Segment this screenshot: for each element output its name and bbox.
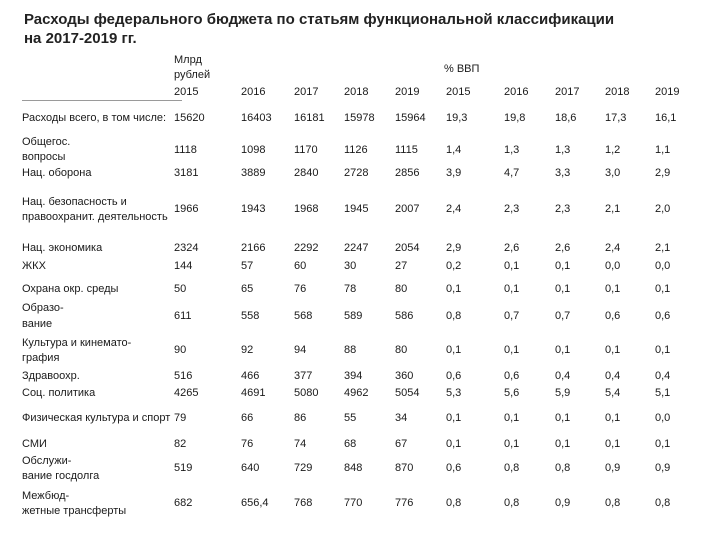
cell-r14-c9: 0,8 bbox=[655, 497, 671, 509]
cell-r3-c0: 1966 bbox=[174, 203, 199, 215]
cell-r4-c2: 2292 bbox=[294, 242, 319, 254]
cell-r7-c9: 0,6 bbox=[655, 310, 671, 322]
cell-r10-c6: 5,6 bbox=[504, 387, 520, 399]
cell-r1-c5: 1,4 bbox=[446, 144, 462, 156]
cell-r11-c8: 0,1 bbox=[605, 412, 621, 424]
cell-r11-c6: 0,1 bbox=[504, 412, 520, 424]
column-header-4: 2019 bbox=[395, 86, 420, 98]
cell-r11-c2: 86 bbox=[294, 412, 307, 424]
cell-r12-c4: 67 bbox=[395, 438, 408, 450]
cell-r6-c0: 50 bbox=[174, 283, 187, 295]
column-header-3: 2018 bbox=[344, 86, 369, 98]
cell-r0-c7: 18,6 bbox=[555, 112, 577, 124]
cell-r6-c7: 0,1 bbox=[555, 283, 571, 295]
cell-r4-c0: 2324 bbox=[174, 242, 199, 254]
cell-r8-c9: 0,1 bbox=[655, 344, 671, 356]
cell-r6-c4: 80 bbox=[395, 283, 408, 295]
row-label-5-line-0: ЖКХ bbox=[22, 260, 46, 272]
pct-gdp-label: % ВВП bbox=[444, 63, 480, 75]
cell-r4-c9: 2,1 bbox=[655, 242, 671, 254]
cell-r4-c5: 2,9 bbox=[446, 242, 462, 254]
cell-r8-c4: 80 bbox=[395, 344, 408, 356]
cell-r14-c5: 0,8 bbox=[446, 497, 462, 509]
cell-r0-c5: 19,3 bbox=[446, 112, 468, 124]
cell-r10-c8: 5,4 bbox=[605, 387, 621, 399]
row-label-1-line-1: вопросы bbox=[22, 151, 66, 163]
cell-r2-c3: 2728 bbox=[344, 167, 369, 179]
cell-r0-c8: 17,3 bbox=[605, 112, 627, 124]
cell-r12-c2: 74 bbox=[294, 438, 307, 450]
cell-r2-c4: 2856 bbox=[395, 167, 420, 179]
cell-r2-c0: 3181 bbox=[174, 167, 199, 179]
cell-r9-c4: 360 bbox=[395, 370, 414, 382]
cell-r2-c6: 4,7 bbox=[504, 167, 520, 179]
cell-r3-c7: 2,3 bbox=[555, 203, 571, 215]
cell-r1-c3: 1126 bbox=[344, 144, 368, 156]
cell-r7-c5: 0,8 bbox=[446, 310, 462, 322]
cell-r9-c5: 0,6 bbox=[446, 370, 462, 382]
cell-r13-c7: 0,8 bbox=[555, 462, 571, 474]
cell-r11-c0: 79 bbox=[174, 412, 187, 424]
cell-r9-c9: 0,4 bbox=[655, 370, 671, 382]
cell-r14-c8: 0,8 bbox=[605, 497, 621, 509]
cell-r8-c6: 0,1 bbox=[504, 344, 520, 356]
column-header-9: 2019 bbox=[655, 86, 680, 98]
unit-label-line-2: рублей bbox=[174, 69, 211, 81]
cell-r12-c8: 0,1 bbox=[605, 438, 621, 450]
cell-r3-c8: 2,1 bbox=[605, 203, 621, 215]
cell-r9-c7: 0,4 bbox=[555, 370, 571, 382]
row-label-14-line-0: Межбюд- bbox=[22, 490, 70, 502]
cell-r4-c8: 2,4 bbox=[605, 242, 621, 254]
cell-r12-c5: 0,1 bbox=[446, 438, 462, 450]
cell-r8-c5: 0,1 bbox=[446, 344, 462, 356]
cell-r0-c6: 19,8 bbox=[504, 112, 526, 124]
title-line-2: на 2017-2019 гг. bbox=[24, 30, 137, 47]
cell-r5-c1: 57 bbox=[241, 260, 254, 272]
cell-r10-c9: 5,1 bbox=[655, 387, 671, 399]
row-label-12-line-0: СМИ bbox=[22, 438, 47, 450]
cell-r13-c5: 0,6 bbox=[446, 462, 462, 474]
cell-r14-c6: 0,8 bbox=[504, 497, 520, 509]
cell-r3-c5: 2,4 bbox=[446, 203, 462, 215]
column-header-6: 2016 bbox=[504, 86, 529, 98]
column-header-7: 2017 bbox=[555, 86, 580, 98]
cell-r12-c7: 0,1 bbox=[555, 438, 571, 450]
row-label-1-line-0: Общегос. bbox=[22, 136, 71, 148]
cell-r10-c3: 4962 bbox=[344, 387, 369, 399]
cell-r12-c9: 0,1 bbox=[655, 438, 671, 450]
cell-r7-c6: 0,7 bbox=[504, 310, 520, 322]
unit-label-line-1: Млрд bbox=[174, 54, 202, 66]
row-label-14-line-1: жетные трансферты bbox=[22, 505, 127, 517]
row-label-8-line-1: графия bbox=[22, 352, 60, 364]
cell-r8-c7: 0,1 bbox=[555, 344, 571, 356]
cell-r11-c1: 66 bbox=[241, 412, 254, 424]
cell-r5-c8: 0,0 bbox=[605, 260, 621, 272]
cell-r6-c5: 0,1 bbox=[446, 283, 462, 295]
cell-r1-c6: 1,3 bbox=[504, 144, 520, 156]
cell-r4-c3: 2247 bbox=[344, 242, 369, 254]
cell-r9-c6: 0,6 bbox=[504, 370, 520, 382]
cell-r13-c2: 729 bbox=[294, 462, 313, 474]
cell-r5-c5: 0,2 bbox=[446, 260, 462, 272]
cell-r14-c0: 682 bbox=[174, 497, 193, 509]
cell-r12-c1: 76 bbox=[241, 438, 254, 450]
cell-r13-c4: 870 bbox=[395, 462, 414, 474]
cell-r2-c7: 3,3 bbox=[555, 167, 571, 179]
column-header-1: 2016 bbox=[241, 86, 266, 98]
cell-r14-c7: 0,9 bbox=[555, 497, 571, 509]
row-label-8-line-0: Культура и кинемато- bbox=[22, 337, 132, 349]
cell-r8-c8: 0,1 bbox=[605, 344, 621, 356]
cell-r5-c0: 144 bbox=[174, 260, 193, 272]
cell-r14-c2: 768 bbox=[294, 497, 313, 509]
cell-r13-c0: 519 bbox=[174, 462, 193, 474]
row-label-3-line-0: Нац. безопасность и bbox=[22, 196, 127, 208]
cell-r13-c9: 0,9 bbox=[655, 462, 671, 474]
cell-r0-c4: 15964 bbox=[395, 112, 426, 124]
cell-r7-c0: 611 bbox=[174, 310, 192, 322]
cell-r12-c3: 68 bbox=[344, 438, 357, 450]
cell-r0-c2: 16181 bbox=[294, 112, 325, 124]
cell-r3-c9: 2,0 bbox=[655, 203, 671, 215]
cell-r4-c1: 2166 bbox=[241, 242, 266, 254]
cell-r3-c6: 2,3 bbox=[504, 203, 520, 215]
cell-r5-c3: 30 bbox=[344, 260, 357, 272]
cell-r2-c2: 2840 bbox=[294, 167, 319, 179]
column-header-5: 2015 bbox=[446, 86, 471, 98]
cell-r3-c2: 1968 bbox=[294, 203, 319, 215]
cell-r6-c2: 76 bbox=[294, 283, 307, 295]
cell-r7-c3: 589 bbox=[344, 310, 363, 322]
cell-r14-c1: 656,4 bbox=[241, 497, 269, 509]
row-label-13-line-1: вание госдолга bbox=[22, 470, 100, 482]
cell-r10-c2: 5080 bbox=[294, 387, 319, 399]
cell-r0-c3: 15978 bbox=[344, 112, 375, 124]
cell-r1-c2: 1170 bbox=[294, 144, 318, 156]
cell-r3-c1: 1943 bbox=[241, 203, 266, 215]
cell-r0-c1: 16403 bbox=[241, 112, 272, 124]
cell-r8-c1: 92 bbox=[241, 344, 254, 356]
cell-r11-c7: 0,1 bbox=[555, 412, 571, 424]
cell-r8-c0: 90 bbox=[174, 344, 187, 356]
cell-r0-c9: 16,1 bbox=[655, 112, 677, 124]
cell-r7-c4: 586 bbox=[395, 310, 414, 322]
cell-r11-c3: 55 bbox=[344, 412, 357, 424]
cell-r7-c8: 0,6 bbox=[605, 310, 621, 322]
cell-r12-c0: 82 bbox=[174, 438, 187, 450]
page-title bbox=[24, 10, 704, 48]
cell-r10-c5: 5,3 bbox=[446, 387, 462, 399]
cell-r11-c9: 0,0 bbox=[655, 412, 671, 424]
row-label-11-line-0: Физическая культура и спорт bbox=[22, 412, 171, 424]
cell-r1-c4: 1115 bbox=[395, 144, 418, 156]
cell-r2-c9: 2,9 bbox=[655, 167, 671, 179]
cell-r13-c1: 640 bbox=[241, 462, 260, 474]
row-label-13-line-0: Обслужи- bbox=[22, 455, 72, 467]
cell-r1-c9: 1,1 bbox=[655, 144, 671, 156]
cell-r14-c4: 776 bbox=[395, 497, 414, 509]
title-line-1: Расходы федерального бюджета по статьям функциональной классификации bbox=[24, 11, 615, 28]
cell-r11-c5: 0,1 bbox=[446, 412, 462, 424]
cell-r14-c3: 770 bbox=[344, 497, 363, 509]
row-label-7-line-0: Образо- bbox=[22, 302, 64, 314]
cell-r5-c7: 0,1 bbox=[555, 260, 571, 272]
cell-r13-c3: 848 bbox=[344, 462, 363, 474]
cell-r9-c8: 0,4 bbox=[605, 370, 621, 382]
row-label-7-line-1: вание bbox=[22, 318, 53, 330]
cell-r6-c8: 0,1 bbox=[605, 283, 621, 295]
cell-r6-c9: 0,1 bbox=[655, 283, 671, 295]
cell-r13-c8: 0,9 bbox=[605, 462, 621, 474]
cell-r6-c3: 78 bbox=[344, 283, 357, 295]
cell-r7-c7: 0,7 bbox=[555, 310, 571, 322]
cell-r1-c7: 1,3 bbox=[555, 144, 571, 156]
cell-r9-c3: 394 bbox=[344, 370, 363, 382]
cell-r6-c1: 65 bbox=[241, 283, 254, 295]
cell-r1-c1: 1098 bbox=[241, 144, 266, 156]
cell-r3-c3: 1945 bbox=[344, 203, 369, 215]
cell-r7-c1: 558 bbox=[241, 310, 260, 322]
cell-r10-c0: 4265 bbox=[174, 387, 199, 399]
cell-r2-c5: 3,9 bbox=[446, 167, 462, 179]
column-header-0: 2015 bbox=[174, 86, 199, 98]
column-header-8: 2018 bbox=[605, 86, 630, 98]
cell-r9-c1: 466 bbox=[241, 370, 260, 382]
cell-r8-c2: 94 bbox=[294, 344, 307, 356]
cell-r2-c1: 3889 bbox=[241, 167, 266, 179]
cell-r12-c6: 0,1 bbox=[504, 438, 520, 450]
cell-r5-c6: 0,1 bbox=[504, 260, 520, 272]
cell-r11-c4: 34 bbox=[395, 412, 408, 424]
cell-r7-c2: 568 bbox=[294, 310, 313, 322]
cell-r13-c6: 0,8 bbox=[504, 462, 520, 474]
row-label-4-line-0: Нац. экономика bbox=[22, 242, 103, 254]
cell-r1-c8: 1,2 bbox=[605, 144, 621, 156]
cell-r4-c6: 2,6 bbox=[504, 242, 520, 254]
cell-r10-c7: 5,9 bbox=[555, 387, 571, 399]
column-header-2: 2017 bbox=[294, 86, 319, 98]
cell-r2-c8: 3,0 bbox=[605, 167, 621, 179]
cell-r10-c1: 4691 bbox=[241, 387, 266, 399]
row-label-3-line-1: правоохранит. деятельность bbox=[22, 211, 168, 223]
row-label-10-line-0: Соц. политика bbox=[22, 387, 96, 399]
row-label-2-line-0: Нац. оборона bbox=[22, 167, 92, 179]
cell-r6-c6: 0,1 bbox=[504, 283, 520, 295]
cell-r5-c2: 60 bbox=[294, 260, 307, 272]
cell-r1-c0: 1118 bbox=[174, 144, 197, 156]
row-label-9-line-0: Здравоохр. bbox=[22, 370, 80, 382]
cell-r9-c2: 377 bbox=[294, 370, 313, 382]
cell-r0-c0: 15620 bbox=[174, 112, 205, 124]
cell-r4-c7: 2,6 bbox=[555, 242, 571, 254]
cell-r8-c3: 88 bbox=[344, 344, 357, 356]
cell-r3-c4: 2007 bbox=[395, 203, 420, 215]
cell-r4-c4: 2054 bbox=[395, 242, 420, 254]
row-label-0-line-0: Расходы всего, в том числе: bbox=[22, 112, 167, 124]
header-separator bbox=[22, 100, 182, 101]
cell-r9-c0: 516 bbox=[174, 370, 193, 382]
cell-r10-c4: 5054 bbox=[395, 387, 420, 399]
cell-r5-c4: 27 bbox=[395, 260, 408, 272]
cell-r5-c9: 0,0 bbox=[655, 260, 671, 272]
row-label-6-line-0: Охрана окр. среды bbox=[22, 283, 119, 295]
